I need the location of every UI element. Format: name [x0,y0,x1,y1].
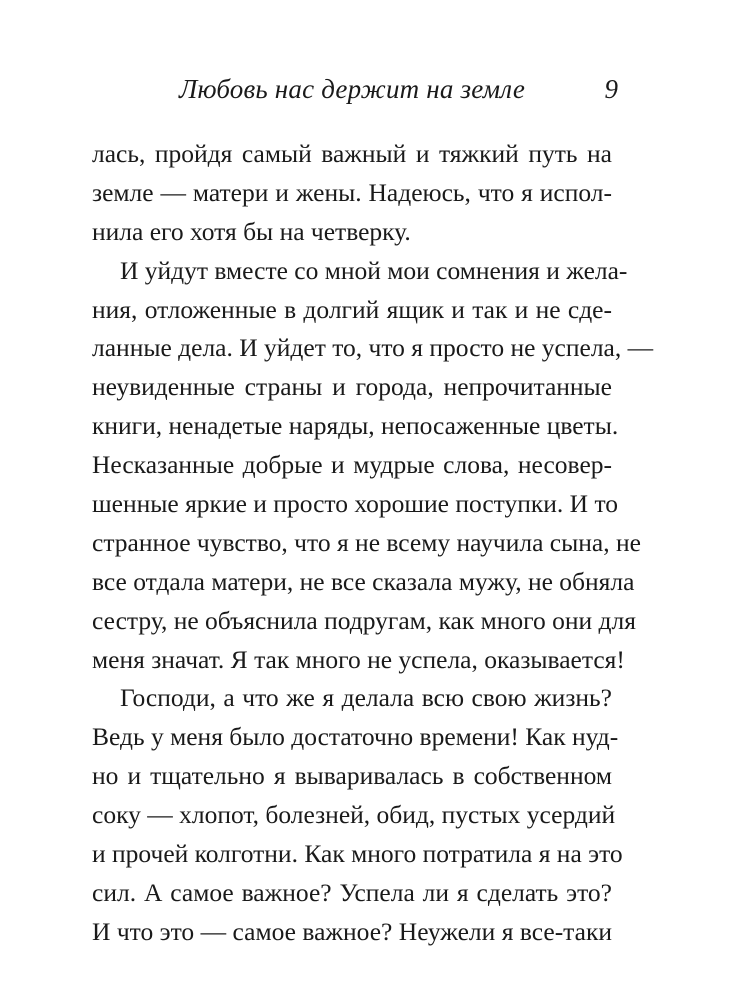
text-line: ния, отложенные в долгий ящик и так и не сде- [92,294,612,324]
text-line: соку — хлопот, болезней, обид, пустых усердий [92,800,616,830]
text-line: Господи, а что же я делала всю свою жизнь? [120,683,612,713]
page-number: 9 [604,74,618,104]
text-line: неувиденные страны и города, непрочитанные [92,372,612,402]
text-line: нила его хотя бы на четверку. [92,216,411,246]
text-line: Ведь у меня было достаточно времени! Как нуд- [92,722,619,752]
text-line: лась, пройдя самый важный и тяжкий путь на [92,139,612,168]
text-line: И что это — самое важное? Неужели я все-таки [92,916,612,946]
text-line: странное чувство, что я не всему научила сына, не [92,527,641,557]
text-line: книги, ненадетые наряды, непосаженные цветы. [92,411,619,441]
text-line: шенные яркие и просто хорошие поступки. И то [92,489,619,519]
text-line: все отдала матери, не все сказала мужу, не обняла [92,566,635,596]
running-header [92,74,618,114]
text-line: сил. А самое важное? Успела ли я сделать это? [92,877,612,907]
text-line: ланные дела. И уйдет то, что я просто не успела, — [92,333,654,363]
text-line: но и тщательно я вываривалась в собственном [92,761,612,791]
text-line: сестру, не объяснила подругам, как много они для [92,605,636,635]
text-line: Несказанные добрые и мудрые слова, несовер- [92,450,612,480]
text-line: меня значат. Я так много не успела, оказывается! [92,644,625,674]
body-text [92,135,654,952]
text-line: и прочей колготни. Как много потратила я на это [92,839,623,869]
running-title: Любовь нас держит на земле [178,74,526,104]
text-line: И уйдут вместе со мной мои сомнения и жела- [120,255,628,285]
text-line: земле — матери и жены. Надеюсь, что я испол- [92,177,612,207]
